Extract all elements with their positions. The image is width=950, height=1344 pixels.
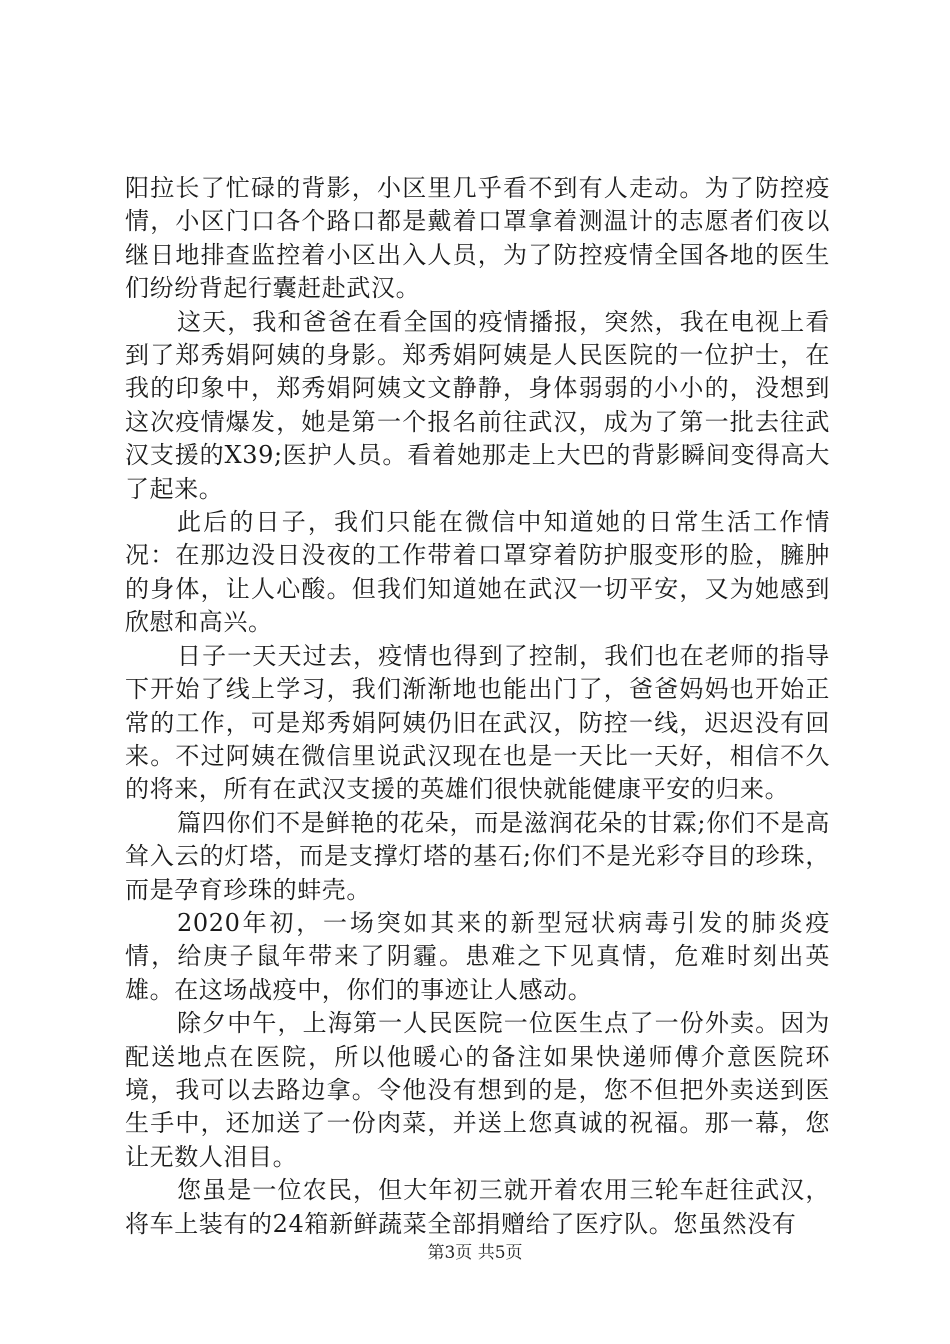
paragraph-6: 2020年初，一场突如其来的新型冠状病毒引发的肺炎疫情，给庚子鼠年带来了阴霾。患难之下见真情，危难时刻出英雄。在这场战疫中，你们的事迹让人感动。 <box>125 908 830 1004</box>
paragraph-2: 这天，我和爸爸在看全国的疫情播报，突然，我在电视上看到了郑秀娟阿姨的身影。郑秀娟阿姨是人民医院的一位护士，在我的印象中，郑秀娟阿姨文文静静，身体弱弱的小小的，没想到这次疫情爆发，她是第一个报名前往武汉，成为了第一批去往武汉支援的X39;医护人员。看着她那走上大巴的背影瞬间变得高大了起来。 <box>125 307 830 503</box>
paragraph-7: 除夕中午，上海第一人民医院一位医生点了一份外卖。因为配送地点在医院，所以他暖心的备注如果快递师傅介意医院环境，我可以去路边拿。令他没有想到的是，您不但把外卖送到医生手中，还加送了一份肉菜，并送上您真诚的祝福。那一幕，您让无数人泪目。 <box>125 1009 830 1171</box>
paragraph-5: 篇四你们不是鲜艳的花朵，而是滋润花朵的甘霖;你们不是高耸入云的灯塔，而是支撑灯塔的基石;你们不是光彩夺目的珍珠，而是孕育珍珠的蚌壳。 <box>125 808 830 904</box>
paragraph-4: 日子一天天过去，疫情也得到了控制，我们也在老师的指导下开始了线上学习，我们渐渐地也能出门了，爸爸妈妈也开始正常的工作，可是郑秀娟阿姨仍旧在武汉，防控一线，迟迟没有回来。不过阿姨在微信里说武汉现在也是一天比一天好，相信不久的将来，所有在武汉支援的英雄们很快就能健康平安的归来。 <box>125 641 830 804</box>
paragraph-8: 您虽是一位农民，但大年初三就开着农用三轮车赶往武汉，将车上装有的24箱新鲜蔬菜全部捐赠给了医疗队。您虽然没有 <box>125 1176 830 1238</box>
paragraph-1: 阳拉长了忙碌的背影，小区里几乎看不到有人走动。为了防控疫情，小区门口各个路口都是戴着口罩拿着测温计的志愿者们夜以继日地排查监控着小区出入人员，为了防控疫情全国各地的医生们纷纷背起行囊赶赴武汉。 <box>125 174 830 303</box>
paragraph-3: 此后的日子，我们只能在微信中知道她的日常生活工作情况：在那边没日没夜的工作带着口罩穿着防护服变形的脸，臃肿的身体，让人心酸。但我们知道她在武汉一切平安，又为她感到欣慰和高兴。 <box>125 508 830 637</box>
document-body <box>125 172 830 1241</box>
page-number-footer: 第3页 共5页 <box>427 1243 523 1263</box>
